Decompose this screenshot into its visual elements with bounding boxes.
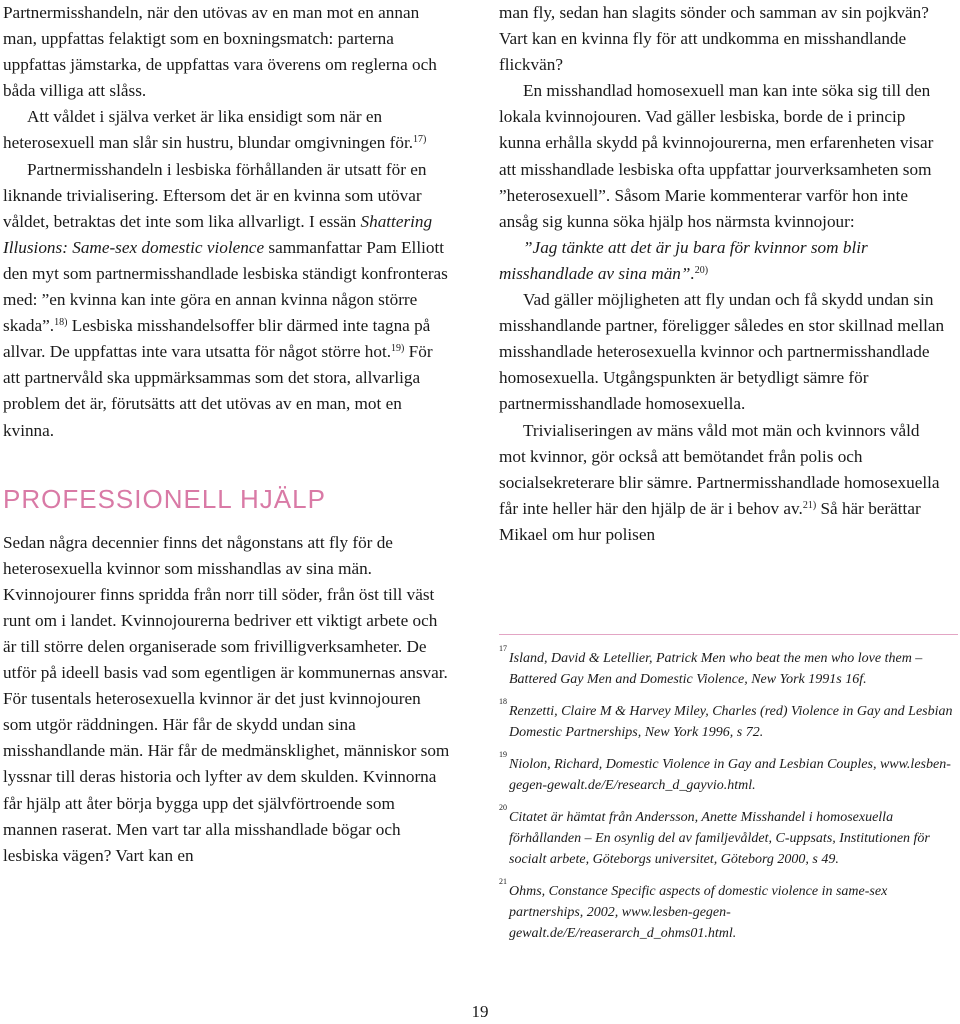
paragraph-text: sammanfattar Pam Elliott den myt som partnermisshandlade lesbiska ständigt konfronteras med: ”en kvinna kan inte göra en annan kvinna någon större skada”.: [3, 237, 448, 336]
footnote: [499, 877, 954, 944]
paragraph: [499, 418, 949, 548]
paragraph-text: Lesbiska misshandelsoffer blir därmed inte tagna på allvar. De uppfattas inte vara utsatta för något större hot.: [3, 316, 431, 362]
footnote-divider: [499, 634, 958, 635]
paragraph-text: För att partnervåld ska uppmärksammas som det stora, allvarliga problem det är, förutsätts att det utövas av en man, mot en kvinna.: [3, 342, 433, 440]
footnote-text: Niolon, Richard, Domestic Violence in Gay and Lesbian Couples, www.lesben-gegen-gewalt.de/E/research_d_gayvio.html.: [509, 757, 951, 793]
paragraph: man fly, sedan han slagits sönder och samman av sin pojkvän? Vart kan en kvinna fly för att undkomma en misshandlande flickvän?: [499, 3, 929, 75]
footnote: [499, 697, 954, 743]
left-column: [3, 0, 453, 869]
footnote: [499, 644, 954, 690]
footnote-number: 20: [499, 803, 507, 812]
paragraph: [3, 157, 453, 444]
footnote-text: Renzetti, Claire M & Harvey Miley, Charles (red) Violence in Gay and Lesbian Domestic Partnerships, New York 1996, s 72.: [509, 704, 953, 740]
footnotes: [499, 644, 954, 955]
footnote-ref: 17): [413, 134, 427, 146]
essay-title: Shattering Illusions: Same-sex domestic violence: [3, 211, 433, 257]
footnote-text: Island, David & Letellier, Patrick Men who beat the men who love them – Battered Gay Men and Domestic Violence, New York 1991s 16f.: [509, 651, 923, 687]
footnote-ref: 18): [54, 317, 68, 329]
quote-text: ”Jag tänkte att det är ju bara för kvinnor som blir misshandlade av sina män”.: [499, 237, 868, 283]
section-heading: PROFESSIONELL HJÄLP: [3, 483, 326, 514]
right-column: [499, 0, 949, 548]
footnote-ref: 20): [694, 264, 709, 276]
paragraph: Vad gäller möjligheten att fly undan och få skydd undan sin misshandlande partner, föreligger således en stor skillnad mellan misshandlade heterosexuella kvinnor och partnermisshandlade homosexuella. Utgångspunkten är betydligt sämre för partnermisshandlade homosexuella.: [499, 290, 945, 414]
paragraph: [3, 104, 453, 156]
footnote: [499, 803, 954, 870]
footnote-ref: 21): [802, 499, 817, 511]
footnote-ref: 19): [391, 343, 405, 355]
paragraph-text: Partnermisshandeln i lesbiska förhållanden är utsatt för en liknande trivialisering. Eftersom det är en kvinna som utövar våldet, betraktas det inte som lika allvarligt. I essän: [3, 159, 427, 231]
paragraph: Partnermisshandeln, när den utövas av en man mot en annan man, uppfattas felaktigt som en boxningsmatch: parterna uppfattas jämstarka, de uppfattas vara överens om reglerna och båda villiga att slåss.: [3, 3, 437, 101]
paragraph-text: Så här berättar Mikael om hur polisen: [499, 498, 921, 544]
quote: [499, 235, 949, 287]
footnote-number: 17: [499, 644, 507, 653]
footnote-text: Citatet är hämtat från Andersson, Anette Misshandel i homosexuella förhållanden – En osynlig del av familjevåldet, C-uppsats, Institutionen för socialt arbete, Göteborgs universitet, Göteborg 2000, s 49.: [509, 810, 930, 867]
footnote-text: Ohms, Constance Specific aspects of domestic violence in same-sex partnerships, 2002, www.lesben-gegen-gewalt.de/E/reaserarch_d_ohms01.html.: [509, 884, 888, 941]
page-number: 19: [471, 1002, 489, 1021]
footnote: [499, 750, 954, 796]
paragraph-text: Att våldet i själva verket är lika ensidigt som när en heterosexuell man slår sin hustru, blundar omgivningen för.: [3, 107, 414, 153]
paragraph: Sedan några decennier finns det någonstans att fly för de heterosexuella kvinnor som misshandlas av sina män. Kvinnojourer finns spridda från norr till söder, från öst till väst runt om i landet. Kvinnojourerna bedriver ett viktigt arbete och är till större delen organiserade som frivilligverksamheter. De utför på ideell basis vad som egentligen är kommunernas ansvar. För tusentals heterosexuella kvinnor är det just kvinnojouren som utgör räddningen. Här får de skydd undan sina misshandlande män. Här får de medmänsklighet, människor som lyssnar till deras historia och lyfter av dem skulden. Kvinnorna får hjälp att åter börja bygga upp det självförtroende som mannen raserat. Men vart tar alla misshandlade bögar och lesbiska vägen? Vart kan en: [3, 532, 450, 865]
paragraph-text: Trivialiseringen av mäns våld mot män och kvinnors våld mot kvinnor, gör också att bemötandet från polis och socialsekreterare blir sämre. Partnermisshandlade homosexuella får inte heller här den hjälp de är i behov av.: [499, 420, 940, 518]
footnote-number: 21: [499, 877, 507, 886]
paragraph: En misshandlad homosexuell man kan inte söka sig till den lokala kvinnojouren. Vad gäller lesbiska, borde de i princip kunna erhålla skydd på kvinnojourerna, men erfarenheten visar att misshandlade lesbiska ofta uppfattar jourverksamheten som ”heterosexuell”. Såsom Marie kommenterar varför hon inte ansåg sig kunna söka hjälp hos närmsta kvinnojour:: [499, 81, 934, 231]
footnote-number: 19: [499, 750, 507, 759]
footnote-number: 18: [499, 697, 507, 706]
